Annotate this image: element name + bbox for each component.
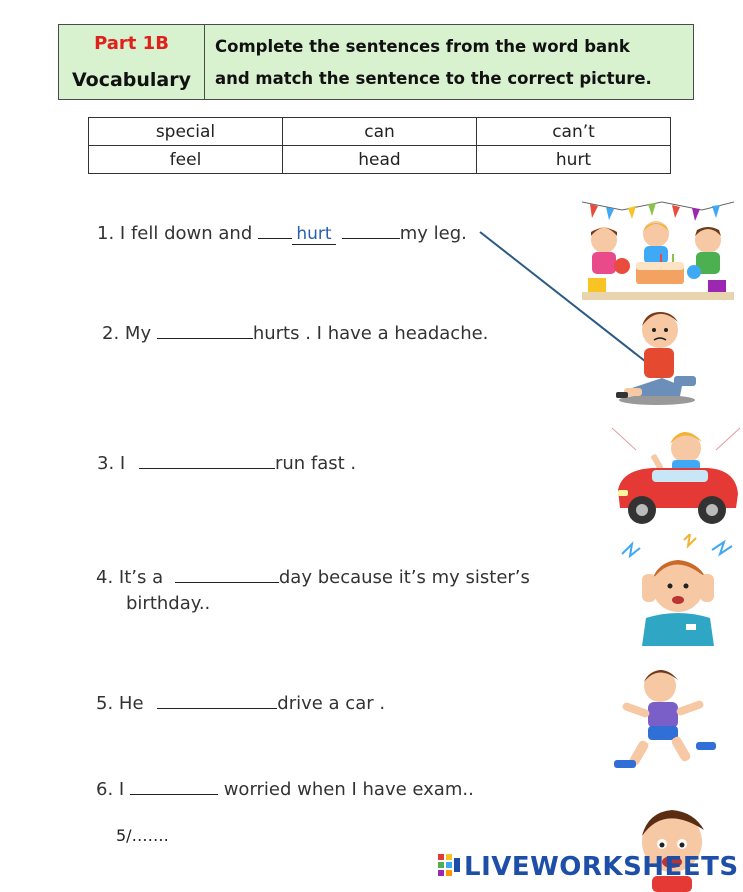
- sentence-number: 3.: [97, 453, 115, 474]
- sentence-text: He: [118, 693, 144, 714]
- boy-running-picture[interactable]: [600, 664, 726, 776]
- sentence-text: run fast .: [274, 453, 357, 474]
- sentence-text: My: [124, 323, 152, 344]
- sentence-text: I fell down and: [119, 223, 253, 244]
- word-bank-cell: can: [283, 118, 477, 146]
- sentence-text: I: [119, 453, 126, 474]
- sentence-text: I: [118, 779, 125, 800]
- birthday-party-picture[interactable]: [582, 196, 734, 300]
- boy-hurt-leg-picture[interactable]: [612, 302, 702, 406]
- score-label: 5/…….: [116, 826, 169, 845]
- logo-text: LIVEWORKSHEETS: [464, 852, 739, 882]
- sentence-4-line-2: birthday..: [126, 593, 211, 614]
- sentence-number: 2.: [102, 323, 120, 344]
- sentence-text: drive a car .: [277, 693, 386, 714]
- sentence-number: 6.: [96, 779, 114, 800]
- word-bank-cell: hurt: [477, 146, 671, 174]
- sentence-text: hurts . I have a headache.: [252, 323, 489, 344]
- word-bank-cell: can’t: [477, 118, 671, 146]
- instruction-line-1: Complete the sentences from the word bank: [215, 37, 630, 56]
- sentence-text: my leg.: [399, 223, 467, 244]
- liveworksheets-logo-icon: [438, 854, 460, 880]
- sentence-text: worried when I have exam..: [223, 779, 474, 800]
- boy-driving-car-picture[interactable]: [612, 424, 742, 530]
- word-bank-cell: head: [283, 146, 477, 174]
- word-bank-cell: feel: [89, 146, 283, 174]
- liveworksheets-logo: [438, 852, 739, 882]
- section-label: Vocabulary: [71, 69, 192, 91]
- sentence-text: It’s a: [118, 567, 164, 588]
- word-bank-cell: special: [89, 118, 283, 146]
- boy-headache-picture[interactable]: [612, 534, 740, 648]
- instruction-line-2: and match the sentence to the correct picture.: [215, 69, 652, 88]
- sentence-number: 4.: [96, 567, 114, 588]
- sentence-text: day because it’s my sister’s: [278, 567, 530, 588]
- sentence-number: 1.: [97, 223, 115, 244]
- answer-input-1[interactable]: hurt: [292, 224, 336, 245]
- sentence-number: 5.: [96, 693, 114, 714]
- part-label: Part 1B: [94, 33, 169, 54]
